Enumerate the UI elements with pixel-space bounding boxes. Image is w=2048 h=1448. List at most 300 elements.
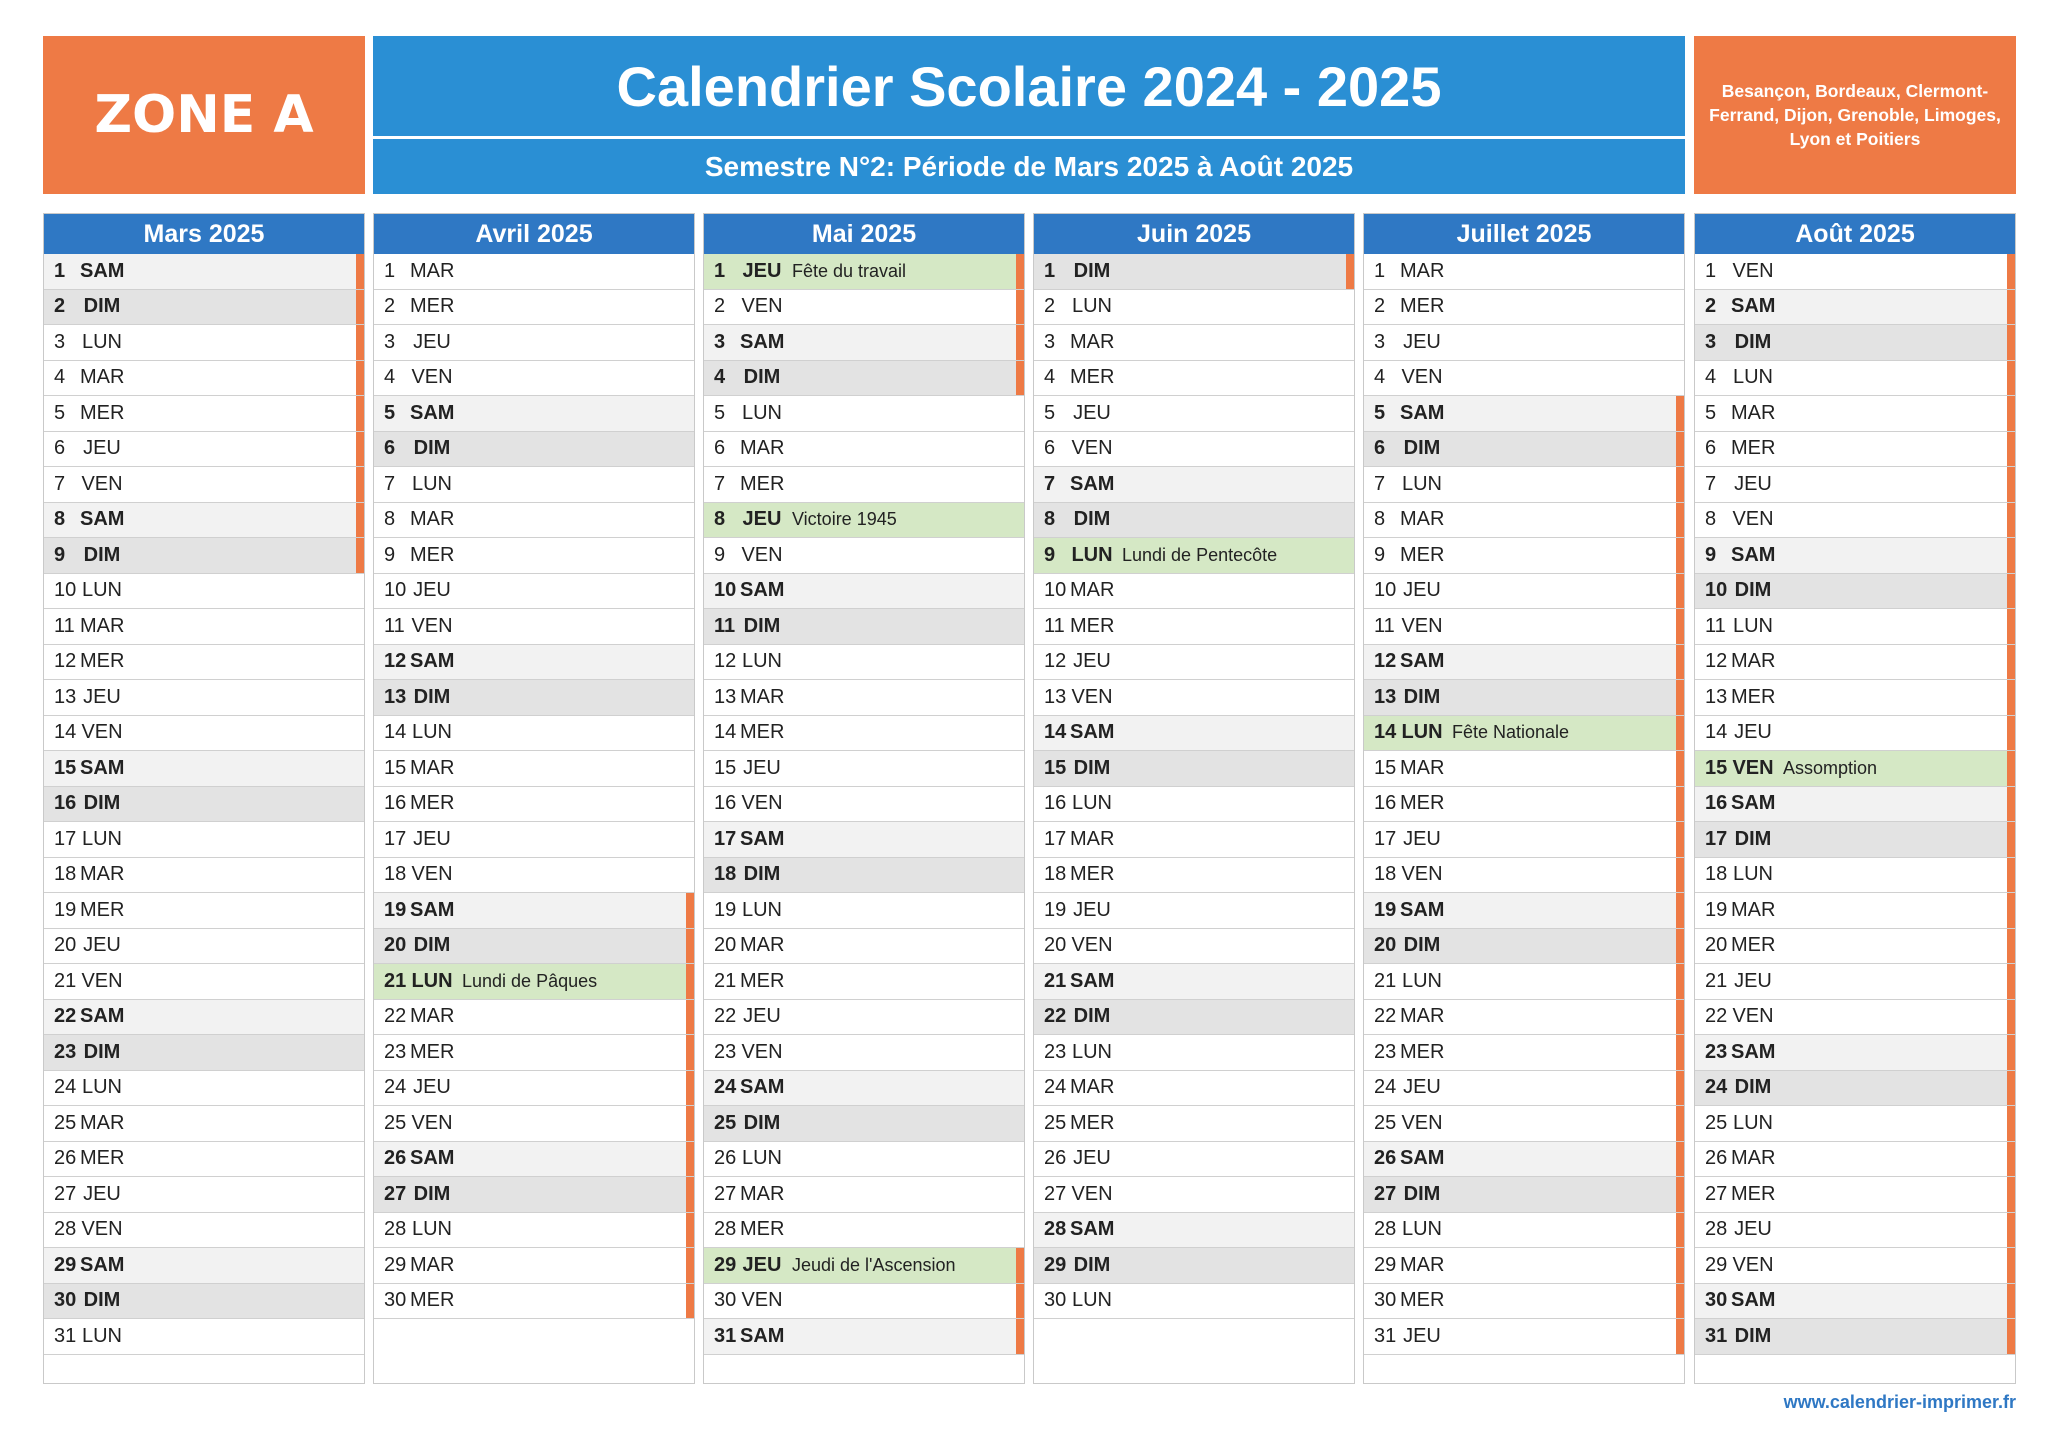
day-of-week: SAM (1731, 1040, 1776, 1063)
day-row (1695, 1213, 2015, 1249)
day-of-week: LUN (81, 1324, 122, 1347)
day-row (1695, 858, 2015, 894)
day-of-week: SAM (1731, 1289, 1776, 1312)
day-of-week: VEN (1401, 863, 1443, 886)
day-number: 14 (1705, 721, 1728, 744)
day-number: 8 (714, 508, 726, 531)
day-number: 14 (714, 721, 737, 744)
day-row (1695, 1177, 2015, 1213)
day-row (374, 1000, 694, 1036)
day-row (374, 893, 694, 929)
day-of-week: SAM (80, 259, 125, 282)
day-number: 4 (1044, 366, 1056, 389)
day-of-week: MAR (740, 934, 785, 957)
day-number: 14 (54, 721, 77, 744)
day-row (44, 680, 364, 716)
day-number: 10 (1044, 579, 1067, 602)
day-of-week: VEN (81, 1218, 123, 1241)
day-row (704, 964, 1024, 1000)
day-row (1364, 1319, 1684, 1355)
day-of-week: MER (410, 1289, 455, 1312)
month-header: Mai 2025 (704, 214, 1024, 254)
day-row (1695, 1142, 2015, 1178)
day-list (1034, 254, 1354, 1319)
day-of-week: DIM (1403, 934, 1441, 957)
day-row (44, 325, 364, 361)
day-of-week: SAM (410, 401, 455, 424)
day-of-week: SAM (740, 330, 785, 353)
day-of-week: LUN (1071, 543, 1113, 566)
day-of-week: VEN (411, 1111, 453, 1134)
day-number: 3 (1705, 330, 1717, 353)
day-number: 28 (54, 1218, 77, 1241)
day-row (704, 574, 1024, 610)
day-row (704, 467, 1024, 503)
day-row (44, 787, 364, 823)
day-number: 24 (714, 1076, 737, 1099)
day-of-week: LUN (741, 898, 782, 921)
day-of-week: VEN (1401, 366, 1443, 389)
day-number: 6 (384, 437, 396, 460)
day-of-week: JEU (742, 1253, 782, 1276)
day-row (704, 680, 1024, 716)
day-of-week: SAM (1731, 295, 1776, 318)
day-of-week: DIM (83, 1040, 121, 1063)
holiday-label: Lundi de Pâques (462, 970, 598, 991)
day-number: 25 (714, 1111, 737, 1134)
day-row (44, 893, 364, 929)
day-number: 9 (1044, 543, 1056, 566)
day-number: 18 (714, 863, 737, 886)
day-row (374, 716, 694, 752)
title-box (373, 36, 1685, 194)
day-number: 18 (1374, 863, 1397, 886)
day-of-week: SAM (80, 508, 125, 531)
day-of-week: JEU (742, 259, 782, 282)
day-number: 6 (54, 437, 66, 460)
day-row (374, 503, 694, 539)
day-number: 5 (1374, 401, 1386, 424)
day-number: 12 (1705, 650, 1728, 673)
day-row (704, 858, 1024, 894)
day-of-week: VEN (1732, 1005, 1774, 1028)
day-number: 9 (54, 543, 66, 566)
day-number: 2 (714, 295, 726, 318)
day-number: 28 (1044, 1218, 1067, 1241)
day-of-week: SAM (1731, 792, 1776, 815)
day-of-week: MAR (1400, 508, 1445, 531)
day-of-week: MER (1731, 685, 1776, 708)
day-row (704, 254, 1024, 290)
day-number: 25 (384, 1111, 407, 1134)
day-row (1695, 432, 2015, 468)
day-of-week: MER (1400, 295, 1445, 318)
day-row (704, 396, 1024, 432)
day-row (374, 929, 694, 965)
day-number: 16 (714, 792, 737, 815)
day-row (1695, 361, 2015, 397)
day-of-week: VEN (741, 295, 783, 318)
day-row (374, 751, 694, 787)
day-row (374, 325, 694, 361)
day-number: 9 (1374, 543, 1386, 566)
day-number: 19 (1044, 898, 1067, 921)
day-number: 11 (384, 614, 405, 637)
zone-label: ZONE A (43, 36, 365, 194)
day-of-week: DIM (1073, 508, 1111, 531)
day-number: 12 (384, 650, 407, 673)
day-number: 8 (1044, 508, 1056, 531)
day-number: 1 (714, 259, 726, 282)
day-row (1364, 1177, 1684, 1213)
day-of-week: LUN (1401, 472, 1442, 495)
day-number: 10 (384, 579, 407, 602)
day-row (1034, 716, 1354, 752)
day-of-week: LUN (1401, 969, 1442, 992)
day-of-week: SAM (80, 1253, 125, 1276)
day-number: 25 (1044, 1111, 1067, 1134)
day-row (374, 574, 694, 610)
day-number: 5 (1044, 401, 1056, 424)
day-row (44, 503, 364, 539)
day-row (1034, 574, 1354, 610)
day-number: 2 (384, 295, 396, 318)
day-number: 30 (714, 1289, 737, 1312)
day-row (1364, 1071, 1684, 1107)
day-row (374, 396, 694, 432)
day-number: 17 (1044, 827, 1067, 850)
month-column (43, 213, 365, 1384)
day-row (44, 1248, 364, 1284)
day-row (374, 1106, 694, 1142)
day-row (1034, 1071, 1354, 1107)
day-of-week: MER (740, 1218, 785, 1241)
day-row (1364, 1000, 1684, 1036)
day-of-week: MAR (1731, 401, 1776, 424)
day-of-week: LUN (1071, 792, 1112, 815)
day-of-week: JEU (1734, 472, 1772, 495)
day-of-week: JEU (1403, 1324, 1441, 1347)
day-of-week: MER (410, 543, 455, 566)
day-number: 10 (54, 579, 77, 602)
day-of-week: LUN (81, 330, 122, 353)
day-of-week: SAM (410, 898, 455, 921)
day-number: 21 (54, 969, 77, 992)
day-number: 1 (54, 259, 66, 282)
day-number: 1 (1374, 259, 1386, 282)
day-of-week: VEN (741, 1289, 783, 1312)
month-column (1033, 213, 1355, 1384)
day-row (1695, 290, 2015, 326)
day-of-week: SAM (80, 1005, 125, 1028)
day-number: 23 (714, 1040, 737, 1063)
day-number: 8 (1374, 508, 1386, 531)
day-number: 30 (1374, 1289, 1397, 1312)
day-row (1364, 254, 1684, 290)
day-of-week: DIM (1073, 756, 1111, 779)
day-of-week: MER (1400, 1040, 1445, 1063)
footer-url[interactable]: www.calendrier-imprimer.fr (1783, 1392, 2016, 1412)
day-number: 27 (1044, 1182, 1067, 1205)
day-number: 4 (1705, 366, 1717, 389)
day-number: 2 (1374, 295, 1386, 318)
month-header: Mars 2025 (44, 214, 364, 254)
day-row (1034, 1000, 1354, 1036)
day-of-week: DIM (413, 934, 451, 957)
day-of-week: DIM (1073, 259, 1111, 282)
day-row (704, 716, 1024, 752)
day-of-week: MAR (410, 756, 455, 779)
day-of-week: JEU (1073, 898, 1111, 921)
day-of-week: VEN (1732, 259, 1774, 282)
day-number: 15 (714, 756, 737, 779)
day-of-week: LUN (1071, 1040, 1112, 1063)
day-row (44, 751, 364, 787)
day-number: 27 (714, 1182, 737, 1205)
day-of-week: MAR (1400, 756, 1445, 779)
day-number: 21 (714, 969, 737, 992)
day-of-week: VEN (411, 614, 453, 637)
day-row (704, 1071, 1024, 1107)
day-row (1695, 716, 2015, 752)
day-number: 28 (384, 1218, 407, 1241)
day-number: 15 (54, 756, 77, 779)
day-number: 28 (1705, 1218, 1728, 1241)
day-number: 11 (1705, 614, 1726, 637)
day-number: 12 (1044, 650, 1067, 673)
day-of-week: LUN (81, 827, 122, 850)
day-of-week: VEN (411, 366, 453, 389)
day-number: 20 (1044, 934, 1067, 957)
day-number: 24 (54, 1076, 77, 1099)
day-number: 24 (384, 1076, 407, 1099)
day-row (44, 929, 364, 965)
day-of-week: VEN (81, 472, 123, 495)
day-of-week: MER (410, 295, 455, 318)
day-row (1364, 1035, 1684, 1071)
day-of-week: DIM (413, 685, 451, 708)
day-row (1034, 432, 1354, 468)
day-number: 6 (1705, 437, 1717, 460)
day-row (1695, 751, 2015, 787)
day-of-week: MER (80, 898, 125, 921)
day-of-week: VEN (1071, 1182, 1113, 1205)
day-row (704, 290, 1024, 326)
day-number: 16 (1044, 792, 1067, 815)
day-of-week: MER (410, 1040, 455, 1063)
day-row (44, 538, 364, 574)
month-column (1694, 213, 2016, 1384)
day-of-week: MER (740, 721, 785, 744)
day-number: 26 (714, 1147, 737, 1170)
day-number: 31 (1705, 1324, 1728, 1347)
month-column (703, 213, 1025, 1384)
day-of-week: VEN (741, 1040, 783, 1063)
day-of-week: SAM (740, 579, 785, 602)
day-number: 26 (1705, 1147, 1728, 1170)
day-number: 13 (1374, 685, 1397, 708)
day-number: 3 (384, 330, 396, 353)
day-of-week: MAR (1731, 898, 1776, 921)
day-number: 25 (1705, 1111, 1728, 1134)
day-row (1364, 1248, 1684, 1284)
day-of-week: DIM (1734, 579, 1772, 602)
month-header: Août 2025 (1695, 214, 2015, 254)
day-row (44, 964, 364, 1000)
day-number: 12 (1374, 650, 1397, 673)
day-row (704, 893, 1024, 929)
day-row (374, 1035, 694, 1071)
day-of-week: JEU (83, 934, 121, 957)
day-number: 28 (714, 1218, 737, 1241)
day-of-week: VEN (411, 863, 453, 886)
day-row (374, 964, 694, 1000)
day-of-week: MER (1731, 437, 1776, 460)
day-of-week: MAR (1070, 330, 1115, 353)
day-number: 29 (1044, 1253, 1067, 1276)
day-of-week: JEU (413, 827, 451, 850)
day-number: 16 (384, 792, 407, 815)
day-number: 15 (1705, 756, 1728, 779)
day-list (1364, 254, 1684, 1355)
month-header: Avril 2025 (374, 214, 694, 254)
day-row (44, 1035, 364, 1071)
day-number: 24 (1044, 1076, 1067, 1099)
day-number: 30 (54, 1289, 77, 1312)
day-row (704, 538, 1024, 574)
day-row (1034, 290, 1354, 326)
day-number: 12 (54, 650, 77, 673)
day-of-week: DIM (1073, 1253, 1111, 1276)
day-of-week: SAM (1400, 898, 1445, 921)
day-of-week: SAM (1070, 1218, 1115, 1241)
day-number: 27 (54, 1182, 77, 1205)
day-row (1364, 716, 1684, 752)
day-row (374, 1071, 694, 1107)
day-row (1034, 1106, 1354, 1142)
day-number: 29 (384, 1253, 407, 1276)
day-of-week: VEN (1401, 614, 1443, 637)
day-number: 15 (1374, 756, 1397, 779)
day-row (704, 1000, 1024, 1036)
day-of-week: SAM (80, 756, 125, 779)
day-row (1695, 396, 2015, 432)
day-row (1364, 751, 1684, 787)
day-of-week: LUN (741, 1147, 782, 1170)
day-row (1034, 1177, 1354, 1213)
day-number: 27 (1374, 1182, 1397, 1205)
day-row (1364, 645, 1684, 681)
day-row (374, 1284, 694, 1320)
day-number: 23 (1374, 1040, 1397, 1063)
month-column (1363, 213, 1685, 1384)
day-number: 10 (1374, 579, 1397, 602)
day-list (374, 254, 694, 1319)
day-of-week: MAR (80, 863, 125, 886)
day-number: 22 (1044, 1005, 1067, 1028)
day-number: 22 (1705, 1005, 1728, 1028)
day-of-week: DIM (1403, 685, 1441, 708)
holiday-label: Assomption (1783, 757, 1878, 778)
day-number: 22 (384, 1005, 407, 1028)
day-row (1364, 503, 1684, 539)
day-row (1695, 964, 2015, 1000)
day-number: 2 (1044, 295, 1056, 318)
day-number: 22 (714, 1005, 737, 1028)
day-of-week: SAM (1070, 472, 1115, 495)
day-row (1034, 645, 1354, 681)
day-row (374, 1177, 694, 1213)
day-number: 16 (1374, 792, 1397, 815)
day-of-week: MER (740, 969, 785, 992)
day-row (704, 645, 1024, 681)
day-of-week: SAM (740, 827, 785, 850)
day-number: 10 (714, 579, 737, 602)
day-row (1034, 1142, 1354, 1178)
day-of-week: VEN (741, 543, 783, 566)
day-of-week: SAM (410, 650, 455, 673)
day-number: 8 (384, 508, 396, 531)
day-row (1695, 1000, 2015, 1036)
page-title: Calendrier Scolaire 2024 - 2025 (373, 36, 1685, 136)
day-number: 11 (714, 614, 736, 637)
day-of-week: MAR (1400, 259, 1445, 282)
day-number: 23 (1044, 1040, 1067, 1063)
day-of-week: VEN (1071, 685, 1113, 708)
day-of-week: JEU (742, 508, 782, 531)
day-of-week: DIM (743, 863, 781, 886)
day-row (1034, 964, 1354, 1000)
day-of-week: MER (740, 472, 785, 495)
cities-list: Besançon, Bordeaux, Clermont-Ferrand, Dijon, Grenoble, Limoges, Lyon et Poitiers (1694, 36, 2016, 194)
day-of-week: MAR (1070, 1076, 1115, 1099)
day-row (1034, 822, 1354, 858)
day-number: 17 (384, 827, 407, 850)
day-number: 18 (1705, 863, 1728, 886)
day-of-week: MAR (80, 1111, 125, 1134)
day-number: 25 (1374, 1111, 1397, 1134)
day-number: 1 (384, 259, 396, 282)
day-row (1695, 254, 2015, 290)
day-of-week: DIM (1734, 330, 1772, 353)
day-number: 6 (1374, 437, 1386, 460)
day-number: 4 (1374, 366, 1386, 389)
day-row (1695, 467, 2015, 503)
day-number: 11 (54, 614, 75, 637)
day-row (44, 1177, 364, 1213)
day-row (374, 467, 694, 503)
day-number: 14 (1374, 721, 1397, 744)
day-of-week: DIM (83, 295, 121, 318)
day-of-week: LUN (741, 401, 782, 424)
day-of-week: DIM (1734, 827, 1772, 850)
day-row (1364, 290, 1684, 326)
day-number: 23 (384, 1040, 407, 1063)
day-number: 13 (1044, 685, 1067, 708)
day-of-week: MER (80, 1147, 125, 1170)
day-of-week: MER (1400, 543, 1445, 566)
day-row (374, 1248, 694, 1284)
day-number: 24 (1374, 1076, 1397, 1099)
day-number: 3 (54, 330, 66, 353)
day-row (1695, 1248, 2015, 1284)
day-of-week: VEN (1732, 756, 1774, 779)
day-row (1364, 1284, 1684, 1320)
day-number: 14 (1044, 721, 1067, 744)
day-row (1364, 396, 1684, 432)
day-number: 30 (1044, 1289, 1067, 1312)
day-number: 25 (54, 1111, 77, 1134)
